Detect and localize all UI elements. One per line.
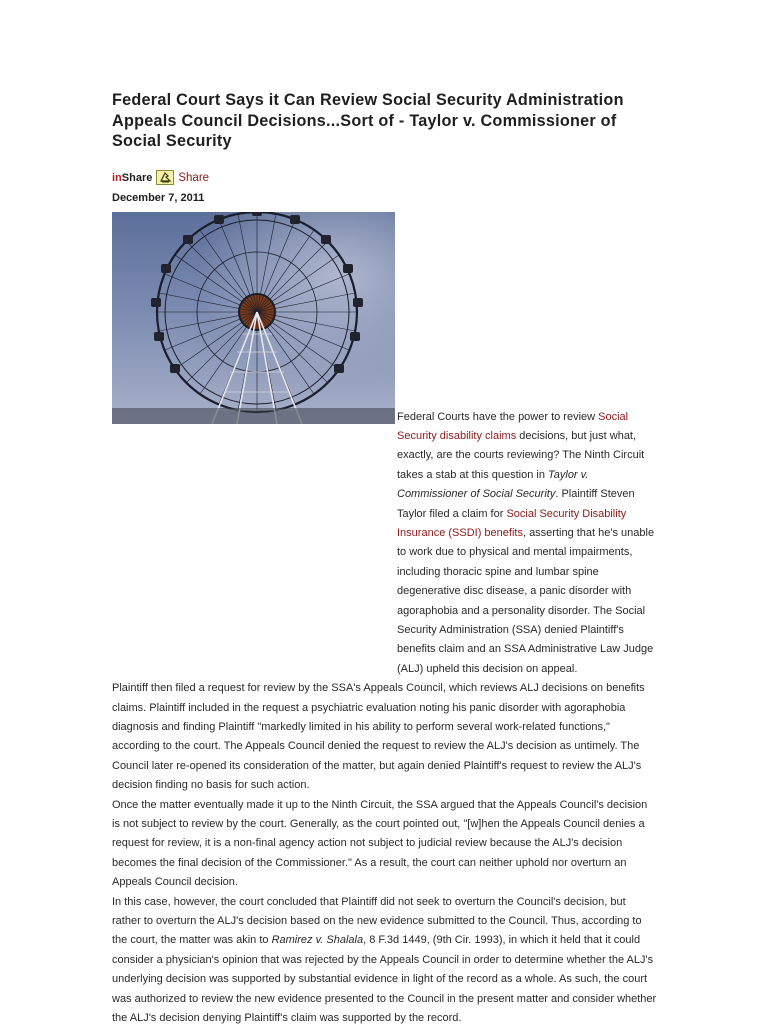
paragraph-3: Once the matter eventually made it up to the Ninth Circuit, the SSA argued that the Appeals Council's decision is not subject to review by the court. Generally, as the court pointed out, "[w]hen the Appeals Council denies a request for review, it is a non-final agency action not subject to judicial review because the ALJ's decision becomes the final decision of the Commissioner." As a result, the court can neither uphold nor overturn an Appeals Council decision.	[112, 798, 648, 889]
paragraph-2: Plaintiff then filed a request for review by the SSA's Appeals Council, which reviews ALJ decisions on benefits claims. Plaintiff included in the request a psychiatric evaluation noting his panic disorder with agoraphobia diagnosis and finding Plaintiff "markedly limited in his ability to perform several work-related functions," according to the court. The Appeals Council denied the request to review the ALJ's decision as untimely. The Council later re-opened its consideration of the matter, but again denied Plaintiff's request to review the ALJ's decision finding no basis for such action.	[112, 682, 645, 792]
share-icon[interactable]	[156, 170, 174, 185]
p1-text-3: . Plaintiff Steven Taylor filed a claim for	[397, 488, 635, 520]
linkedin-in-label[interactable]: in	[112, 171, 122, 184]
paragraph-1	[112, 408, 657, 680]
p1-text-4: , asserting that he's unable to work due to physical and mental impairments, including thoracic spine and lumbar spine degenerative disc disease, a panic disorder with agoraphobia and a personality disorder. The Social Security Administration (SSA) denied Plaintiff's benefits claim and an SSA Administrative Law Judge (ALJ) upheld this decision on appeal.	[397, 526, 655, 675]
social-security-disability-claims-link[interactable]: Social Security disability claims	[397, 410, 629, 442]
case-name-taylor: Taylor v. Commissioner of Social Security	[397, 468, 589, 501]
paragraph-4	[112, 893, 657, 1029]
share-bar	[112, 170, 657, 186]
linkedin-share-label[interactable]: Share	[121, 171, 153, 184]
case-name-ramirez: Ramirez v. Shalala	[271, 934, 364, 947]
p4-text-2: , 8 F.3d 1449, (9th Cir. 1993), in which it held that it could consider a physician's opinion that was rejected by the Appeals Council in order to determine whether the ALJ's underlying decision was supported by substantial evidence in light of the record as a whole. As such, the court was authorized to review the new evidence presented to the Council in the present matter and consider whether the ALJ's decision denying Plaintiff's claim was supported by the record.	[112, 934, 657, 1025]
article	[112, 90, 657, 1029]
p1-text-1: Federal Courts have the power to review	[397, 410, 599, 423]
ferris-wheel-photo	[112, 212, 395, 424]
p1-text-2: decisions, but just what, exactly, are the courts reviewing? The Ninth Circuit takes a stab at this question in	[397, 429, 645, 481]
article-date: December 7, 2011	[112, 191, 205, 204]
ssdi-benefits-link[interactable]: Social Security Disability Insurance (SSDI) benefits	[397, 507, 627, 539]
p4-text-1: In this case, however, the court concluded that Plaintiff did not seek to overturn the Council's decision, but rather to overturn the ALJ's decision based on the new evidence submitted to the Council. Thus, according to the court, the matter was akin to	[112, 895, 642, 947]
article-title: Federal Court Says it Can Review Social Security Administration Appeals Council Decisions...Sort of - Taylor v. Commissioner of Social Security	[112, 91, 624, 150]
share-link[interactable]: Share	[178, 171, 210, 184]
